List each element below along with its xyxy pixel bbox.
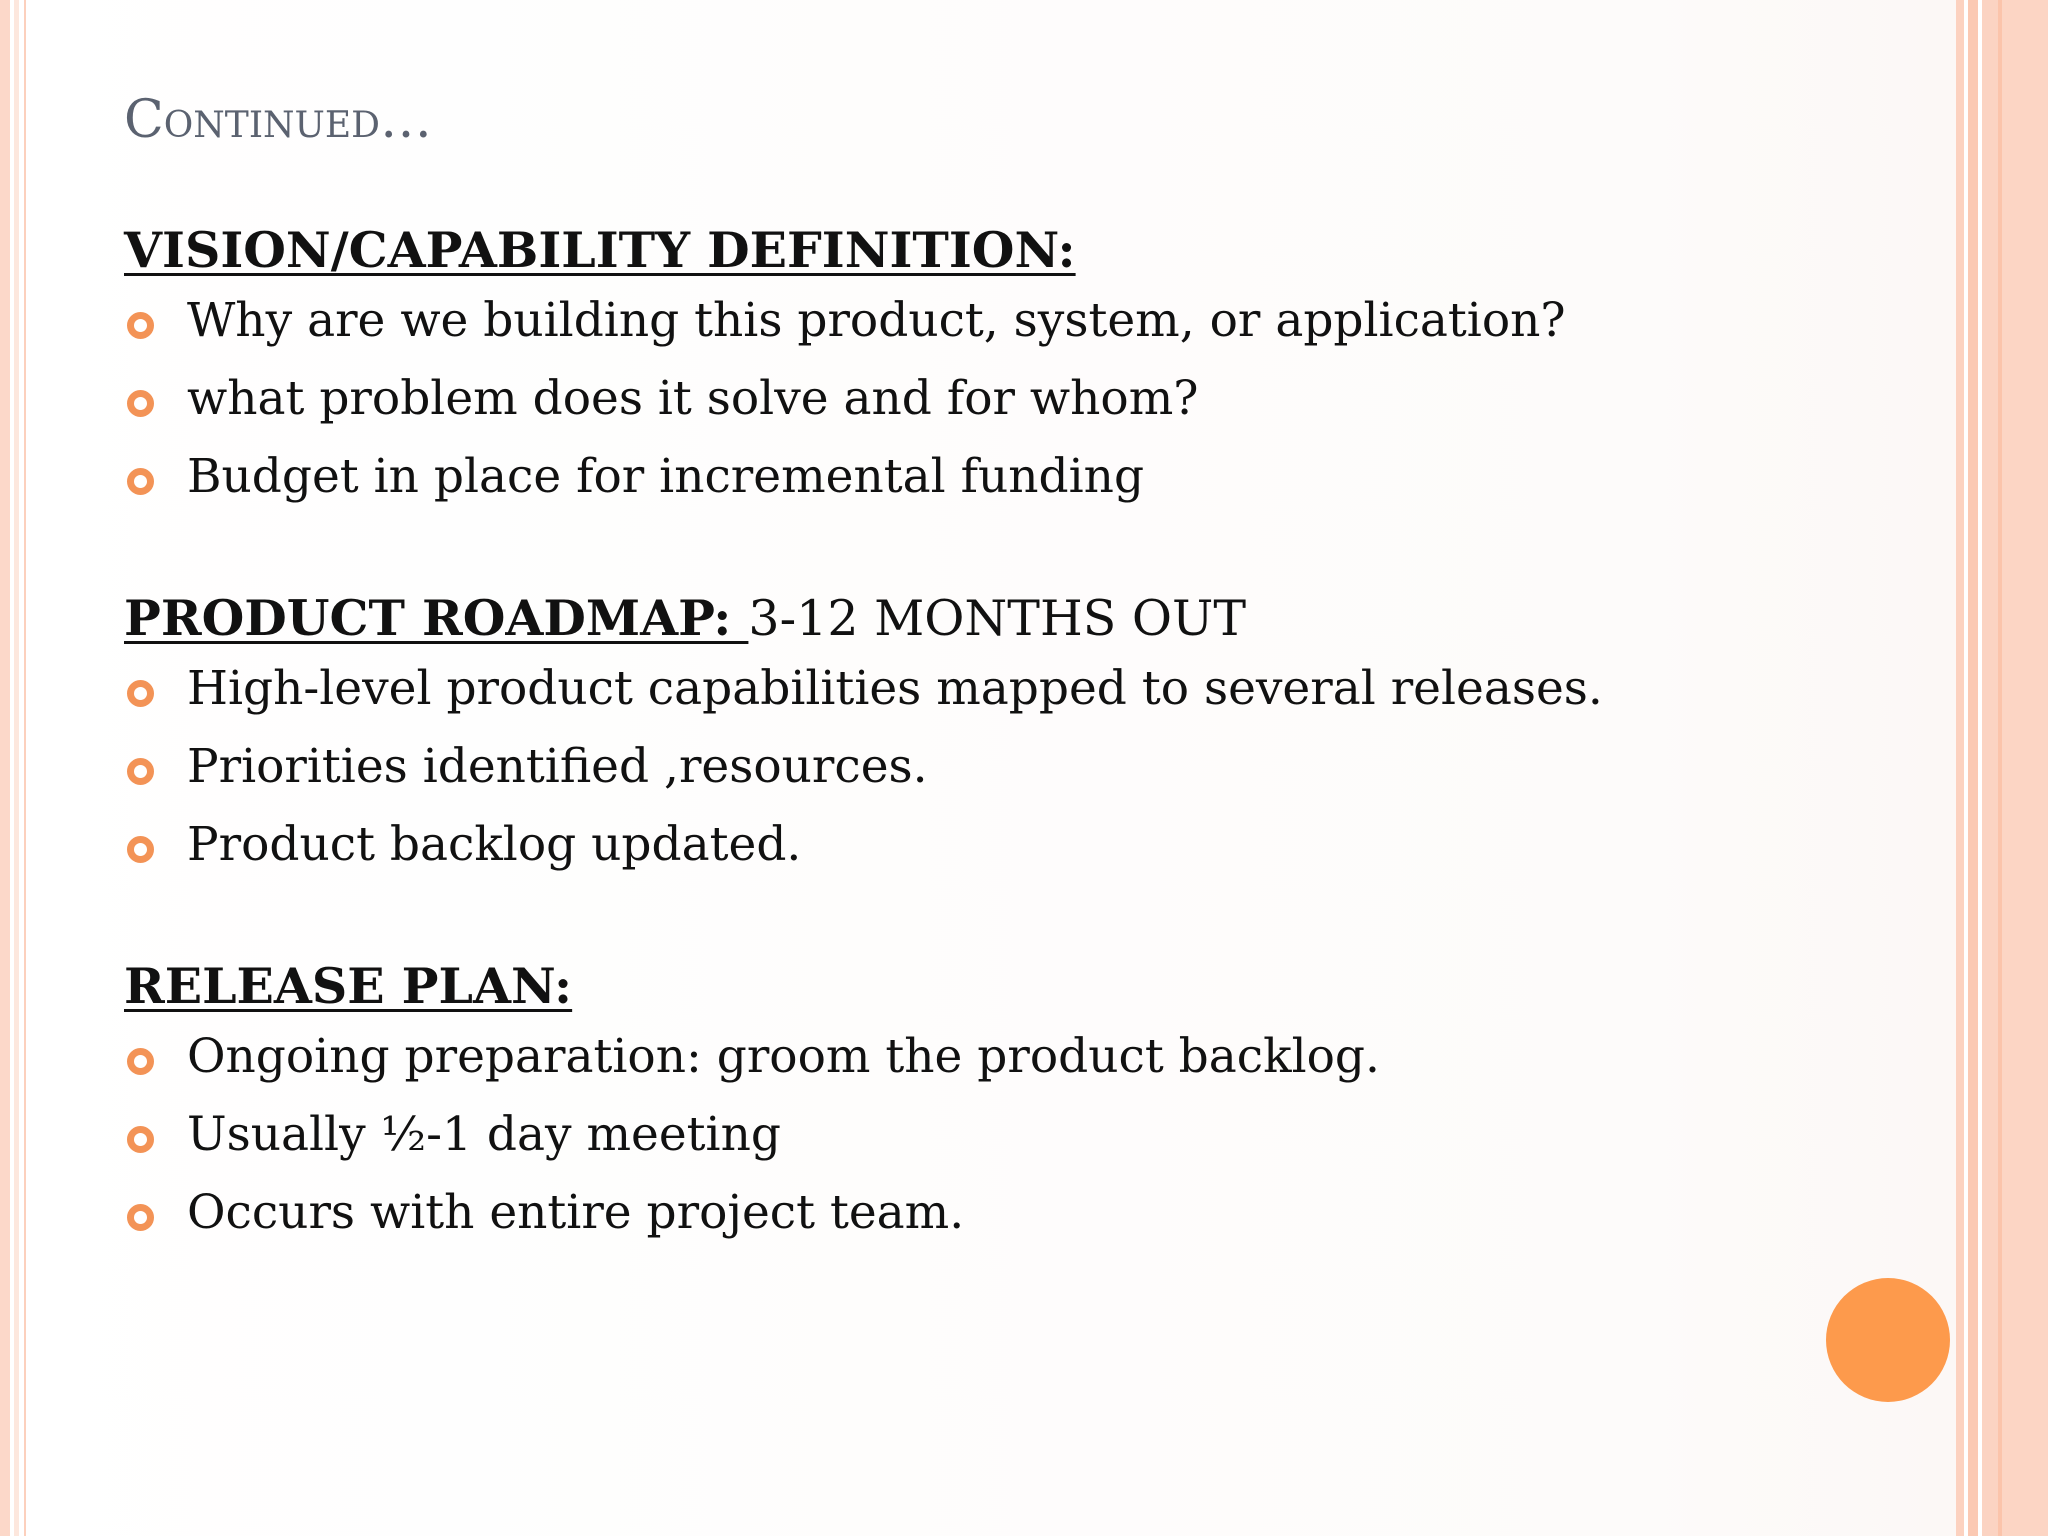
section-release-plan xyxy=(124,954,1884,1252)
bullet-icon xyxy=(127,468,154,495)
list-item-text: Why are we building this product, system, or application? xyxy=(187,293,1566,348)
left-border-line xyxy=(24,0,26,1536)
list-item xyxy=(124,282,1884,360)
list-item xyxy=(124,360,1884,438)
bullet-icon xyxy=(127,390,154,417)
slide-content xyxy=(124,218,1884,1252)
list-item-text: Product backlog updated. xyxy=(187,817,802,872)
list-item xyxy=(124,1096,1884,1174)
bullet-icon xyxy=(127,1126,154,1153)
list-item-text: Occurs with entire project team. xyxy=(187,1185,965,1240)
left-border-line xyxy=(0,0,10,1536)
bullet-icon xyxy=(127,836,154,863)
list-item xyxy=(124,806,1884,884)
list-item-text: Usually ½-1 day meeting xyxy=(187,1107,781,1162)
right-border-stripe xyxy=(1968,0,1978,1536)
bullet-icon xyxy=(127,1048,154,1075)
list-item-text: Priorities identified ,resources. xyxy=(187,739,928,794)
section-vision xyxy=(124,218,1884,516)
list-item-text: Budget in place for incremental funding xyxy=(187,449,1145,504)
section-heading-suffix: 3-12 MONTHS OUT xyxy=(748,590,1247,647)
section-heading-label: RELEASE PLAN: xyxy=(124,957,573,1015)
bullet-list xyxy=(124,282,1884,516)
section-roadmap xyxy=(124,586,1884,884)
list-item-text: what problem does it solve and for whom? xyxy=(187,371,1199,426)
right-border-stripe xyxy=(1956,0,1964,1536)
bullet-list xyxy=(124,1018,1884,1252)
bullet-icon xyxy=(127,1204,154,1231)
list-item xyxy=(124,728,1884,806)
decorative-circle xyxy=(1826,1278,1950,1402)
list-item xyxy=(124,1174,1884,1252)
bullet-icon xyxy=(127,312,154,339)
list-item-text: Ongoing preparation: groom the product backlog. xyxy=(187,1029,1380,1084)
section-heading-label: PRODUCT ROADMAP: xyxy=(124,589,749,647)
left-border-line xyxy=(14,0,19,1536)
list-item xyxy=(124,650,1884,728)
bullet-icon xyxy=(127,680,154,707)
list-item xyxy=(124,1018,1884,1096)
right-border-stripe xyxy=(1982,0,1998,1536)
bullet-icon xyxy=(127,758,154,785)
slide-title: Continued… xyxy=(124,90,433,150)
list-item xyxy=(124,438,1884,516)
section-heading xyxy=(124,954,1884,1018)
section-heading xyxy=(124,218,1884,282)
section-heading xyxy=(124,586,1884,650)
section-heading-label: VISION/CAPABILITY DEFINITION: xyxy=(124,221,1076,279)
list-item-text: High-level product capabilities mapped to several releases. xyxy=(187,661,1603,716)
bullet-list xyxy=(124,650,1884,884)
right-border-stripe xyxy=(2002,0,2048,1536)
